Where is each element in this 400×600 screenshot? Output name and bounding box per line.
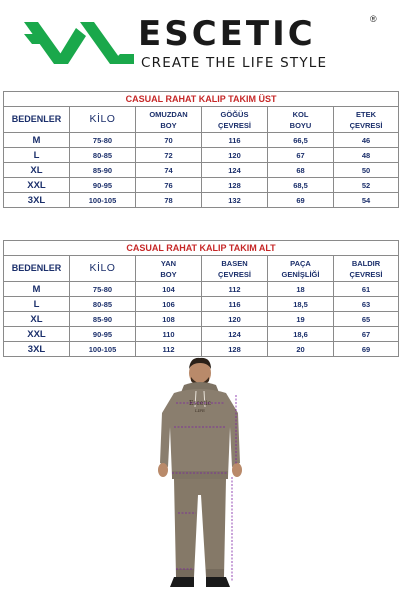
table-cell: 108 <box>136 312 202 327</box>
table-cell: 76 <box>136 178 202 193</box>
column-header <box>70 256 136 282</box>
table-cell: 128 <box>202 342 268 357</box>
hoodie-print-sub: LIFE <box>195 408 205 413</box>
registered-mark: ® <box>370 14 377 24</box>
column-header-line: ÇEVRESİ <box>349 269 383 279</box>
table-cell: 120 <box>202 148 268 163</box>
table-title: CASUAL RAHAT KALIP TAKIM ALT <box>4 241 399 256</box>
table-title-row <box>4 241 399 256</box>
brand-tagline: CREATE THE LIFE STYLE <box>141 55 328 71</box>
brand-name: ESCETIC <box>138 14 316 54</box>
table-cell: 48 <box>334 148 399 163</box>
table-cell: 80-85 <box>70 297 136 312</box>
table-cell: 100-105 <box>70 342 136 357</box>
column-header <box>202 107 268 133</box>
table-cell: 106 <box>136 297 202 312</box>
model-photo <box>150 355 250 600</box>
size-cell: 3XL <box>4 193 70 208</box>
table-cell: 67 <box>268 148 334 163</box>
table-title: CASUAL RAHAT KALIP TAKIM ÜST <box>4 92 399 107</box>
column-header-line: BOY <box>160 269 177 279</box>
column-header <box>334 107 399 133</box>
table-cell: 69 <box>268 193 334 208</box>
table-cell: 70 <box>136 133 202 148</box>
table-cell: 128 <box>202 178 268 193</box>
table-cell: 19 <box>268 312 334 327</box>
escetic-logo-icon <box>24 14 134 72</box>
table-cell: 63 <box>334 297 399 312</box>
size-cell: 3XL <box>4 342 70 357</box>
table-cell: 69 <box>334 342 399 357</box>
size-cell: M <box>4 133 70 148</box>
column-header <box>4 256 70 282</box>
table-cell: 18,6 <box>268 327 334 342</box>
table-row <box>4 148 399 163</box>
column-header-line: BOYU <box>289 120 312 130</box>
table-cell: 75-80 <box>70 282 136 297</box>
table-cell: 65 <box>334 312 399 327</box>
table-cell: 116 <box>202 133 268 148</box>
table-row <box>4 327 399 342</box>
column-header-line: BEDENLER <box>11 114 62 124</box>
column-header-line: BALDIR <box>351 258 381 268</box>
table-title-row <box>4 92 399 107</box>
table-cell: 85-90 <box>70 163 136 178</box>
column-header-line: PAÇA <box>290 258 311 268</box>
table-cell: 124 <box>202 327 268 342</box>
column-header-line: ETEK <box>356 109 377 119</box>
table-cell: 67 <box>334 327 399 342</box>
table-cell: 80-85 <box>70 148 136 163</box>
size-cell: M <box>4 282 70 297</box>
table-cell: 50 <box>334 163 399 178</box>
table-cell: 112 <box>136 342 202 357</box>
table-cell: 132 <box>202 193 268 208</box>
table-cell: 104 <box>136 282 202 297</box>
table-cell: 78 <box>136 193 202 208</box>
table-header-row <box>4 256 399 282</box>
size-cell: XXL <box>4 327 70 342</box>
size-cell: L <box>4 148 70 163</box>
table-cell: 68 <box>268 163 334 178</box>
column-header-line: BEDENLER <box>11 263 62 273</box>
hoodie-print: Escetic <box>188 400 212 407</box>
table-cell: 74 <box>136 163 202 178</box>
column-header-line: ÇEVRESİ <box>349 120 383 130</box>
column-header-line: GÖĞÜS <box>220 109 249 119</box>
table-cell: 68,5 <box>268 178 334 193</box>
table-row <box>4 297 399 312</box>
table-cell: 110 <box>136 327 202 342</box>
brand-header <box>0 0 400 84</box>
column-header <box>268 256 334 282</box>
column-header-line: GENİŞLİĞİ <box>281 269 320 279</box>
size-table-bottom <box>3 240 399 357</box>
table-cell: 124 <box>202 163 268 178</box>
column-header-line: KOL <box>292 109 309 119</box>
table-cell: 100-105 <box>70 193 136 208</box>
column-header-line: KİLO <box>89 113 116 125</box>
column-header-line: BASEN <box>221 258 248 268</box>
table-cell: 18,5 <box>268 297 334 312</box>
table-cell: 20 <box>268 342 334 357</box>
size-cell: XL <box>4 163 70 178</box>
table-row <box>4 312 399 327</box>
table-cell: 120 <box>202 312 268 327</box>
table-cell: 90-95 <box>70 327 136 342</box>
column-header <box>136 107 202 133</box>
column-header <box>136 256 202 282</box>
table-cell: 66,5 <box>268 133 334 148</box>
column-header <box>202 256 268 282</box>
column-header <box>334 256 399 282</box>
column-header-line: KİLO <box>89 262 116 274</box>
table-cell: 75-80 <box>70 133 136 148</box>
column-header-line: YAN <box>160 258 177 268</box>
table-row <box>4 178 399 193</box>
column-header-line: OMUZDAN <box>149 109 188 119</box>
table-cell: 116 <box>202 297 268 312</box>
table-cell: 90-95 <box>70 178 136 193</box>
table-cell: 112 <box>202 282 268 297</box>
table-row <box>4 282 399 297</box>
size-cell: L <box>4 297 70 312</box>
table-row <box>4 133 399 148</box>
column-header-line: ÇEVRESİ <box>218 269 251 279</box>
table-cell: 18 <box>268 282 334 297</box>
model-pants <box>174 479 226 577</box>
column-header <box>4 107 70 133</box>
table-cell: 46 <box>334 133 399 148</box>
column-header-line: BOY <box>160 120 177 130</box>
table-cell: 85-90 <box>70 312 136 327</box>
table-header-row <box>4 107 399 133</box>
table-row <box>4 163 399 178</box>
table-row <box>4 193 399 208</box>
size-cell: XXL <box>4 178 70 193</box>
column-header-line: ÇEVRESİ <box>218 120 251 130</box>
table-cell: 54 <box>334 193 399 208</box>
size-cell: XL <box>4 312 70 327</box>
table-cell: 52 <box>334 178 399 193</box>
column-header <box>70 107 136 133</box>
table-cell: 61 <box>334 282 399 297</box>
column-header <box>268 107 334 133</box>
table-cell: 72 <box>136 148 202 163</box>
size-table-top <box>3 91 399 208</box>
